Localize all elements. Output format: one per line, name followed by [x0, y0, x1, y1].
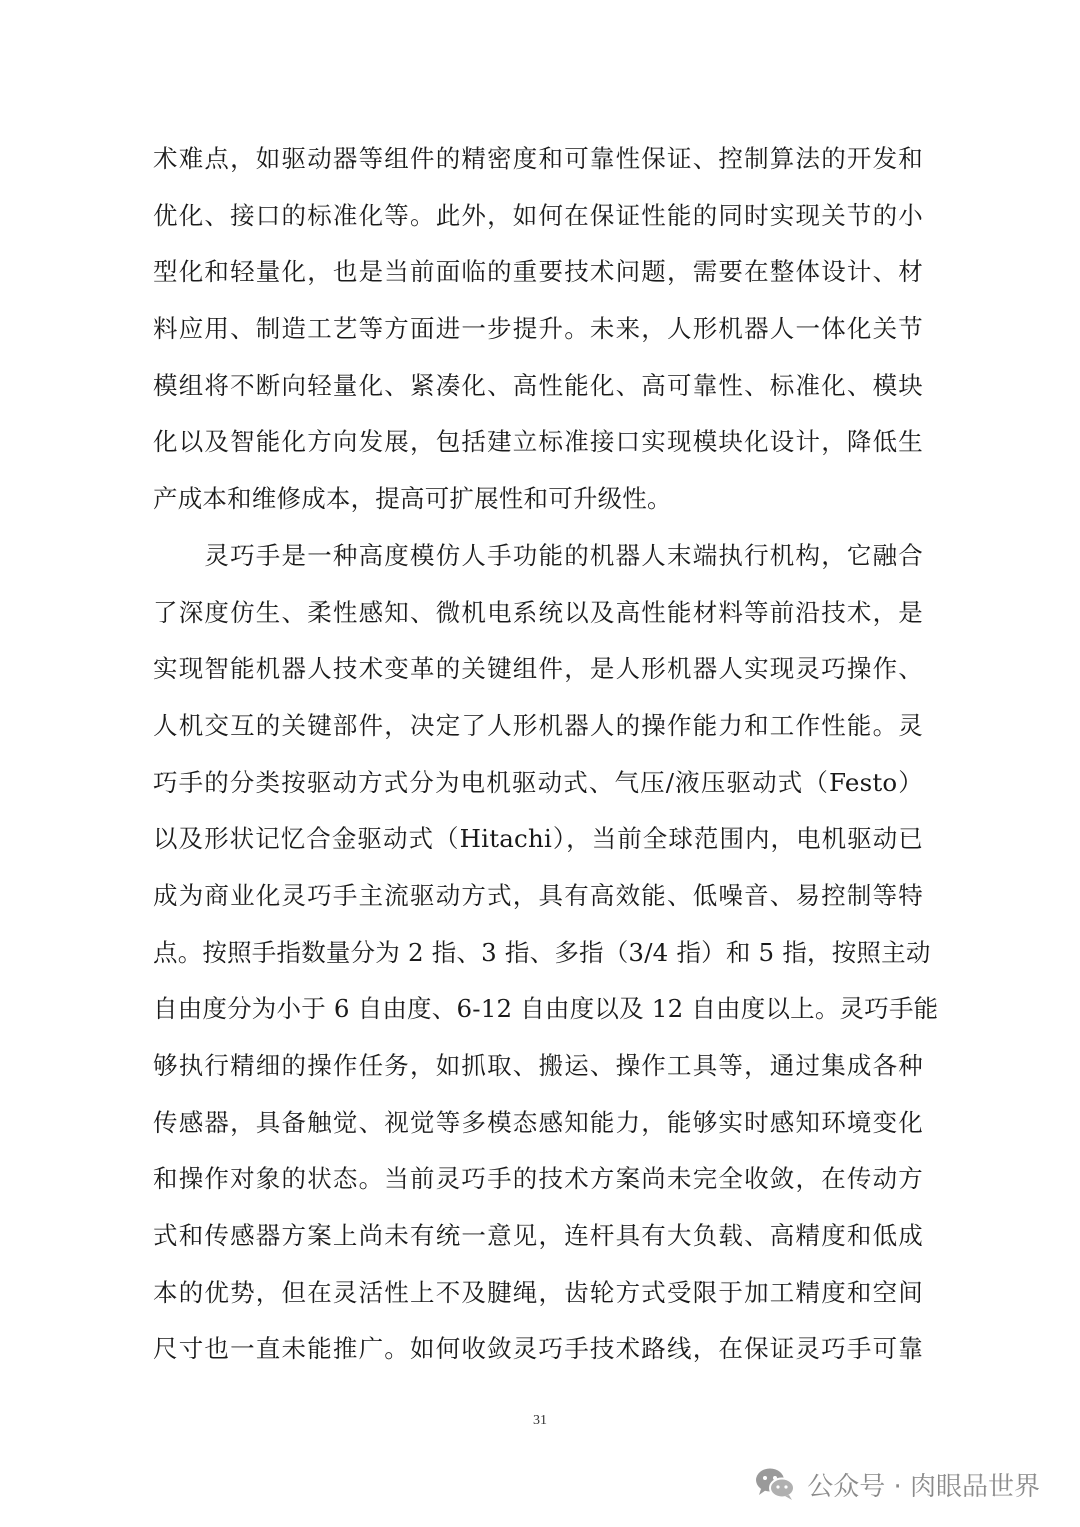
watermark-text: 公众号 · 肉眼品世界 [807, 1471, 1040, 1502]
text-line: 灵巧手是一种高度模仿人手功能的机器人末端执行机构，它融合 [153, 540, 923, 570]
text-line: 实现智能机器人技术变革的关键组件，是人形机器人实现灵巧操作、 [153, 654, 923, 684]
text-line: 够执行精细的操作任务，如抓取、搬运、操作工具等，通过集成各种 [153, 1051, 923, 1080]
text-line: 式和传感器方案上尚未有统一意见，连杆具有大负载、高精度和低成 [153, 1221, 923, 1251]
text-line: 本的优势，但在灵活性上不及腱绳，齿轮方式受限于加工精度和空间 [153, 1277, 923, 1307]
watermark [753, 1462, 1040, 1506]
text-line: 了深度仿生、柔性感知、微机电系统以及高性能材料等前沿技术，是 [153, 597, 923, 627]
page-number: 31 [533, 1413, 547, 1428]
text-line: 以及形状记忆合金驱动式（Hitachi），当前全球范围内，电机驱动已 [153, 824, 923, 854]
text-line: 点。按照手指数量分为 2 指、3 指、多指（3/4 指）和 5 指，按照主动 [153, 937, 931, 967]
text-line: 巧手的分类按驱动方式分为电机驱动式、气压/液压驱动式（Festo） [153, 767, 923, 797]
text-line: 人机交互的关键部件，决定了人形机器人的操作能力和工作性能。灵 [153, 710, 923, 740]
text-line: 传感器，具备触觉、视觉等多模态感知能力，能够实时感知环境变化 [153, 1107, 923, 1137]
text-line: 术难点，如驱动器等组件的精密度和可靠性保证、控制算法的开发和 [153, 144, 923, 173]
text-line: 料应用、制造工艺等方面进一步提升。未来，人形机器人一体化关节 [153, 314, 923, 344]
text-line: 成为商业化灵巧手主流驱动方式，具有高效能、低噪音、易控制等特 [153, 880, 923, 910]
text-line: 自由度分为小于 6 自由度、6-12 自由度以及 12 自由度以上。灵巧手能 [153, 994, 939, 1024]
document-body [153, 131, 939, 1378]
text-line: 优化、接口的标准化等。此外，如何在保证性能的同时实现关节的小 [153, 200, 923, 230]
text-line: 化以及智能化方向发展，包括建立标准接口实现模块化设计，降低生 [153, 427, 923, 457]
text-line: 和操作对象的状态。当前灵巧手的技术方案尚未完全收敛，在传动方 [153, 1164, 923, 1194]
text-line: 型化和轻量化，也是当前面临的重要技术问题，需要在整体设计、材 [153, 257, 923, 287]
paragraph [153, 528, 939, 1378]
text-line: 模组将不断向轻量化、紧凑化、高性能化、高可靠性、标准化、模块 [153, 370, 923, 400]
paragraph [153, 131, 923, 528]
wechat-icon [753, 1464, 797, 1504]
text-line: 产成本和维修成本，提高可扩展性和可升级性。 [153, 484, 672, 514]
text-line: 尺寸也一直未能推广。如何收敛灵巧手技术路线，在保证灵巧手可靠 [153, 1334, 923, 1364]
